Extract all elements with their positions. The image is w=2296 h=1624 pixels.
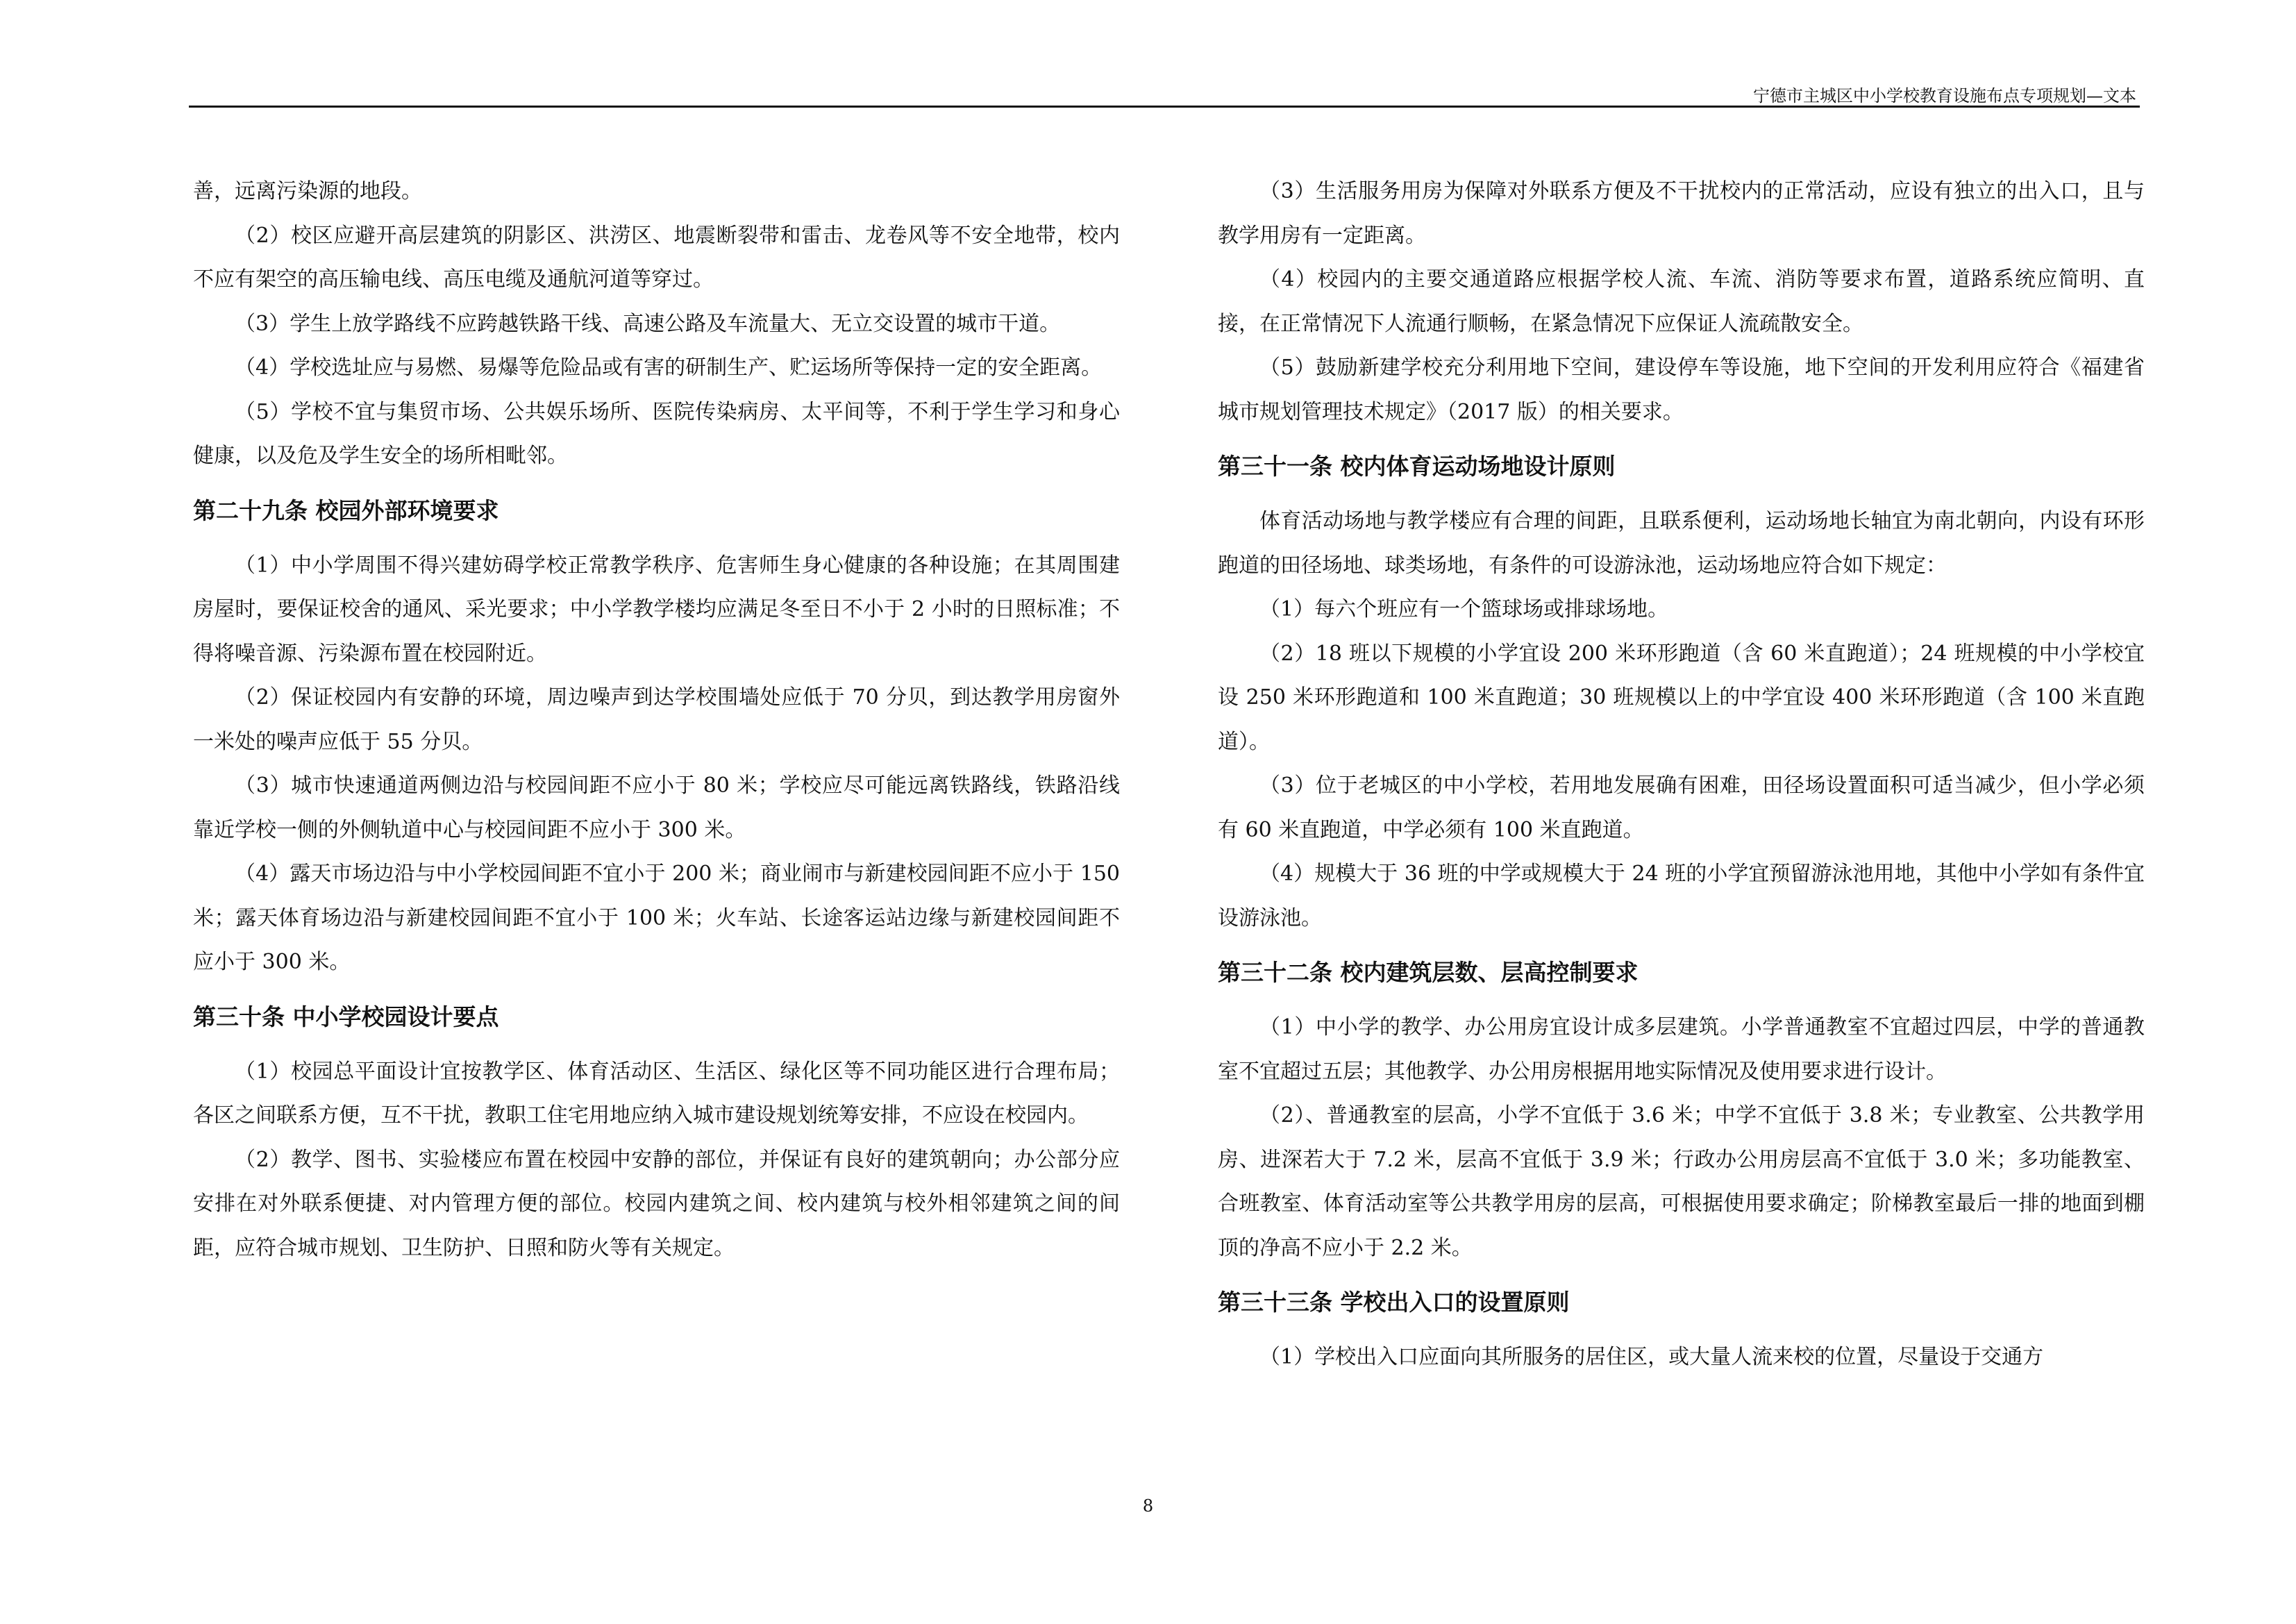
page-number: 8: [1142, 1496, 1154, 1516]
paragraph: （1）校园总平面设计宜按教学区、体育活动区、生活区、绿化区等不同功能区进行合理布局；各区之间联系方便，互不干扰，教职工住宅用地应纳入城市建设规划统筹安排，不应设在校园内。: [193, 1059, 1120, 1128]
article-33-heading: 第三十三条 学校出入口的设置原则: [1218, 1289, 1570, 1316]
paragraph: 体育活动场地与教学楼应有合理的间距，且联系便利，运动场地长轴宜为南北朝向，内设有环形跑道的田径场地、球类场地，有条件的可设游泳池，运动场地应符合如下规定：: [1218, 509, 2145, 578]
paragraph: （1）中小学周围不得兴建妨碍学校正常教学秩序、危害师生身心健康的各种设施；在其周围建房屋时，要保证校舍的通风、采光要求；中小学教学楼均应满足冬至日不小于 2 小时的日照标准；不得将噪音源、污染源布置在校园附近。: [193, 553, 1120, 666]
paragraph: （4）校园内的主要交通道路应根据学校人流、车流、消防等要求布置，道路系统应简明、直接，在正常情况下人流通行顺畅，在紧急情况下应保证人流疏散安全。: [1218, 267, 2145, 336]
paragraph: （5）学校不宜与集贸市场、公共娱乐场所、医院传染病房、太平间等，不利于学生学习和身心健康，以及危及学生安全的场所相毗邻。: [193, 399, 1120, 468]
paragraph: （4）规模大于 36 班的中学或规模大于 24 班的小学宜预留游泳池用地，其他中小学如有条件宜设游泳池。: [1218, 862, 2145, 930]
paragraph: （2）校区应避开高层建筑的阴影区、洪涝区、地震断裂带和雷击、龙卷风等不安全地带，校内不应有架空的高压输电线、高压电缆及通航河道等穿过。: [193, 223, 1120, 292]
paragraph: （2）、普通教室的层高，小学不宜低于 3.6 米；中学不宜低于 3.8 米；专业教室、公共教学用房、进深若大于 7.2 米，层高不宜低于 3.9 米；行政办公用房层高不宜低于 3.0 米；多功能教室、合班教室、体育活动室等公共教学用房的层高，可根据使用要求确定；阶梯教室最后一排的地面到棚顶的净高不应小于 2.2 米。: [1218, 1103, 2145, 1260]
paragraph: 善，远离污染源的地段。: [193, 179, 422, 203]
paragraph: （1）中小学的教学、办公用房宜设计成多层建筑。小学普通教室不宜超过四层，中学的普通教室不宜超过五层；其他教学、办公用房根据用地实际情况及使用要求进行设计。: [1218, 1015, 2145, 1084]
header-divider: [189, 106, 2140, 108]
paragraph: （3）城市快速通道两侧边沿与校园间距不应小于 80 米；学校应尽可能远离铁路线，铁路沿线靠近学校一侧的外侧轨道中心与校园间距不应小于 300 米。: [193, 773, 1120, 842]
paragraph: （1）学校出入口应面向其所服务的居住区，或大量人流来校的位置，尽量设于交通方: [1259, 1345, 2044, 1369]
paragraph: （5）鼓励新建学校充分利用地下空间，建设停车等设施，地下空间的开发利用应符合《福建省城市规划管理技术规定》（2017 版）的相关要求。: [1218, 355, 2145, 424]
paragraph: （2）18 班以下规模的小学宜设 200 米环形跑道（含 60 米直跑道）；24 班规模的中小学校宜设 250 米环形跑道和 100 米直跑道；30 班规模以上的中学宜设 400 米环形跑道（含 100 米直跑道）。: [1218, 641, 2145, 754]
paragraph: （3）位于老城区的中小学校，若用地发展确有困难，田径场设置面积可适当减少，但小学必须有 60 米直跑道，中学必须有 100 米直跑道。: [1218, 773, 2145, 842]
article-31-heading: 第三十一条 校内体育运动场地设计原则: [1218, 453, 1616, 480]
paragraph: （4）学校选址应与易燃、易爆等危险品或有害的研制生产、贮运场所等保持一定的安全距离。: [235, 355, 1103, 380]
right-column: [1218, 169, 2145, 1380]
left-column: [193, 169, 1120, 1270]
paragraph: （3）生活服务用房为保障对外联系方便及不干扰校内的正常活动，应设有独立的出入口，且与教学用房有一定距离。: [1218, 179, 2145, 248]
document-title: 宁德市主城区中小学校教育设施布点专项规划—文本: [1753, 86, 2136, 106]
paragraph: （2）保证校园内有安静的环境，周边噪声到达学校围墙处应低于 70 分贝，到达教学用房窗外一米处的噪声应低于 55 分贝。: [193, 685, 1120, 754]
article-32-heading: 第三十二条 校内建筑层数、层高控制要求: [1218, 959, 1639, 986]
paragraph: （2）教学、图书、实验楼应布置在校园中安静的部位，并保证有良好的建筑朝向；办公部分应安排在对外联系便捷、对内管理方便的部位。校园内建筑之间、校内建筑与校外相邻建筑之间的间距，应符合城市规划、卫生防护、日照和防火等有关规定。: [193, 1147, 1120, 1260]
paragraph: （4）露天市场边沿与中小学校园间距不宜小于 200 米；商业闹市与新建校园间距不应小于 150 米；露天体育场边沿与新建校园间距不宜小于 100 米；火车站、长途客运站边缘与新建校园间距不应小于 300 米。: [193, 862, 1120, 974]
article-29-heading: 第二十九条 校园外部环境要求: [193, 496, 499, 524]
paragraph: （3）学生上放学路线不应跨越铁路干线、高速公路及车流量大、无立交设置的城市干道。: [235, 311, 1061, 336]
paragraph: （1）每六个班应有一个篮球场或排球场地。: [1259, 597, 1669, 621]
article-30-heading: 第三十条 中小学校园设计要点: [193, 1003, 499, 1030]
